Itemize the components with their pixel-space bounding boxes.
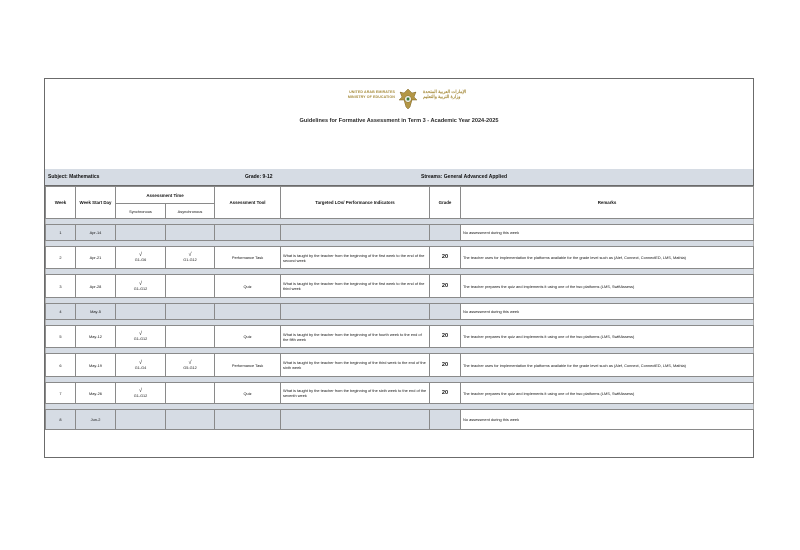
targeted-los: What is taught by the teacher from the beginning of the first week to the end of the third week bbox=[281, 275, 430, 298]
remarks: No assessment during this week bbox=[461, 225, 754, 241]
week-start-day: May-19 bbox=[76, 354, 116, 377]
table-row bbox=[46, 354, 754, 377]
week-number: 7 bbox=[46, 383, 76, 404]
grade-range: G1-G12 bbox=[133, 286, 148, 291]
checkmark-icon: √ bbox=[138, 359, 143, 366]
document-title: Guidelines for Formative Assessment in Term 3 - Academic Year 2024-2025 bbox=[299, 118, 499, 124]
week-number: 4 bbox=[46, 304, 76, 320]
week-number: 6 bbox=[46, 354, 76, 377]
table-row bbox=[46, 410, 754, 430]
grade-range: G1-G12 bbox=[133, 337, 148, 341]
col-asynchronous: Asynchronous bbox=[166, 204, 215, 219]
assessment-tool: Quiz bbox=[215, 326, 281, 348]
subject-label: Subject: Mathematics bbox=[48, 174, 100, 180]
targeted-los: What is taught by the teacher from the beginning of the sixth week to the end of the seventh week bbox=[281, 383, 430, 404]
week-number: 3 bbox=[46, 275, 76, 298]
synchronous-cell bbox=[116, 410, 166, 430]
remarks: The teacher prepares the quiz and implements it using one of the two platforms (LMS, SwiftAssess) bbox=[461, 326, 754, 348]
ministry-name-arabic: الإمارات العربية المتحدة وزارة التربية والتعليم bbox=[423, 89, 467, 99]
asynchronous-cell bbox=[166, 304, 215, 320]
asynchronous-cell bbox=[166, 247, 215, 269]
grade-range: G5-G12 bbox=[183, 365, 197, 370]
synchronous-cell bbox=[116, 247, 166, 269]
assessment-document bbox=[44, 78, 754, 458]
targeted-los: What is taught by the teacher from the beginning of the first week to the end of the second week bbox=[281, 247, 430, 269]
uae-emblem-icon bbox=[397, 87, 419, 111]
grade-range: G1-G12 bbox=[183, 258, 197, 262]
synchronous-cell bbox=[116, 354, 166, 377]
table-row bbox=[46, 275, 754, 298]
week-start-day: Apr-21 bbox=[76, 247, 116, 269]
table-row bbox=[46, 326, 754, 348]
table-row bbox=[46, 247, 754, 269]
letterhead bbox=[45, 79, 753, 170]
remarks: The teacher prepares the quiz and implements it using one of the two platforms (LMS, SwiftAssess) bbox=[461, 275, 754, 298]
assessment-table bbox=[45, 186, 754, 430]
grade-range: G1-G4 bbox=[134, 365, 147, 370]
grade-value: 20 bbox=[430, 275, 461, 298]
grade-value bbox=[430, 304, 461, 320]
week-number: 2 bbox=[46, 247, 76, 269]
synchronous-cell bbox=[116, 304, 166, 320]
grade-label: Grade: 9-12 bbox=[245, 174, 273, 180]
col-week-start: Week Start Day bbox=[76, 187, 116, 219]
synchronous-cell bbox=[116, 225, 166, 241]
grade-value: 20 bbox=[430, 247, 461, 269]
grade-value bbox=[430, 410, 461, 430]
assessment-tool: Quiz bbox=[215, 275, 281, 298]
week-start-day: Apr-28 bbox=[76, 275, 116, 298]
targeted-los: What is taught by the teacher from the beginning of the fourth week to the end of the fifth week bbox=[281, 326, 430, 348]
assessment-tool: Performance Task bbox=[215, 354, 281, 377]
col-assessment-time: Assessment Time bbox=[116, 187, 215, 204]
remarks: No assessment during this week bbox=[461, 410, 754, 430]
ministry-name-english: UNITED ARAB EMIRATES MINISTRY OF EDUCATION bbox=[347, 90, 395, 99]
col-synchronous: Synchronous bbox=[116, 204, 166, 219]
assessment-tool: Quiz bbox=[215, 383, 281, 404]
remarks: The teacher uses for implementation the platforms available for the grade level such as (Alef, Connect, ConnectED, LMS, Mathia) bbox=[461, 354, 754, 377]
asynchronous-cell bbox=[166, 383, 215, 404]
synchronous-cell bbox=[116, 275, 166, 298]
checkmark-icon: √ bbox=[138, 280, 143, 287]
asynchronous-cell bbox=[166, 354, 215, 377]
grade-range: G1-G12 bbox=[133, 393, 148, 398]
week-number: 5 bbox=[46, 326, 76, 348]
grade-range: G1-G6 bbox=[134, 258, 147, 262]
table-row bbox=[46, 304, 754, 320]
col-grade: Grade bbox=[430, 187, 461, 219]
col-lo: Targeted LOs/ Performance Indicators bbox=[281, 187, 430, 219]
col-remarks: Remarks bbox=[461, 187, 754, 219]
week-start-day: Apr-14 bbox=[76, 225, 116, 241]
table-row bbox=[46, 383, 754, 404]
remarks: The teacher uses for implementation the platforms available for the grade level such as (Alef, Connect, ConnectED, LMS, Mathia) bbox=[461, 247, 754, 269]
synchronous-cell bbox=[116, 383, 166, 404]
table-body bbox=[46, 219, 754, 430]
asynchronous-cell bbox=[166, 275, 215, 298]
checkmark-icon: √ bbox=[138, 331, 143, 337]
assessment-tool bbox=[215, 410, 281, 430]
checkmark-icon: √ bbox=[188, 359, 192, 366]
table-row bbox=[46, 225, 754, 241]
streams-label: Streams: General Advanced Applied bbox=[421, 174, 508, 180]
checkmark-icon: √ bbox=[138, 387, 143, 394]
targeted-los bbox=[281, 225, 430, 241]
week-start-day: May-12 bbox=[76, 326, 116, 348]
week-start-day: May-26 bbox=[76, 383, 116, 404]
targeted-los: What is taught by the teacher from the beginning of the third week to the end of the sixth week bbox=[281, 354, 430, 377]
week-start-day: Jun-2 bbox=[76, 410, 116, 430]
grade-value: 20 bbox=[430, 354, 461, 377]
col-week: Week bbox=[46, 187, 76, 219]
grade-value: 20 bbox=[430, 383, 461, 404]
targeted-los bbox=[281, 304, 430, 320]
checkmark-icon: √ bbox=[138, 252, 143, 258]
asynchronous-cell bbox=[166, 410, 215, 430]
asynchronous-cell bbox=[166, 225, 215, 241]
checkmark-icon: √ bbox=[188, 252, 192, 258]
asynchronous-cell bbox=[166, 326, 215, 348]
remarks: No assessment during this week bbox=[461, 304, 754, 320]
remarks: The teacher prepares the quiz and implements it using one of the two platforms (LMS, SwiftAssess) bbox=[461, 383, 754, 404]
col-tool: Assessment Tool bbox=[215, 187, 281, 219]
grade-value bbox=[430, 225, 461, 241]
synchronous-cell bbox=[116, 326, 166, 348]
targeted-los bbox=[281, 410, 430, 430]
week-start-day: May-5 bbox=[76, 304, 116, 320]
grade-value: 20 bbox=[430, 326, 461, 348]
assessment-tool bbox=[215, 304, 281, 320]
week-number: 8 bbox=[46, 410, 76, 430]
info-bar bbox=[45, 169, 753, 186]
assessment-tool: Performance Task bbox=[215, 247, 281, 269]
assessment-tool bbox=[215, 225, 281, 241]
week-number: 1 bbox=[46, 225, 76, 241]
